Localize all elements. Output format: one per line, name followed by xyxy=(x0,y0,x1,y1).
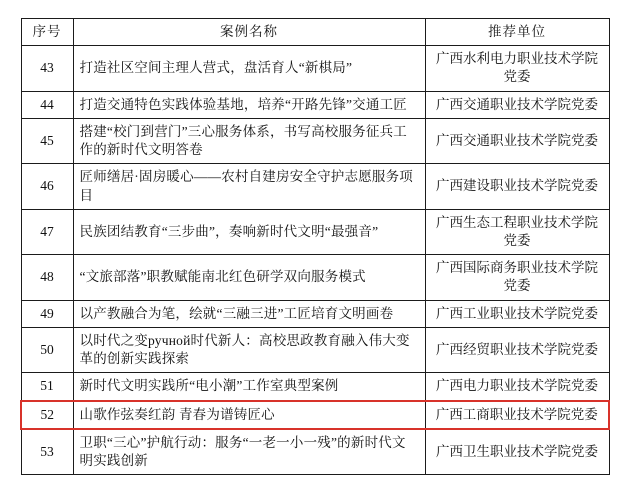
cell-case-name: 打造交通特色实践体验基地，培养“开路先锋”交通工匠 xyxy=(73,91,425,118)
column-header-index: 序号 xyxy=(21,19,73,46)
cell-index: 49 xyxy=(21,300,73,327)
table-row xyxy=(21,429,609,475)
cell-unit: 广西交通职业技术学院党委 xyxy=(425,118,609,163)
cell-index: 47 xyxy=(21,209,73,254)
cell-unit: 广西卫生职业技术学院党委 xyxy=(425,429,609,475)
table-row xyxy=(21,327,609,372)
cell-index: 44 xyxy=(21,91,73,118)
cell-case-name: 民族团结教育“三步曲”，奏响新时代文明“最强音” xyxy=(73,209,425,254)
table-header xyxy=(21,19,609,46)
cell-unit: 广西水利电力职业技术学院党委 xyxy=(425,46,609,91)
cell-index: 50 xyxy=(21,327,73,372)
table-row xyxy=(21,118,609,163)
cell-index: 51 xyxy=(21,373,73,401)
table-header-row xyxy=(21,19,609,46)
cell-index: 53 xyxy=(21,429,73,475)
table-row xyxy=(21,373,609,401)
table-row xyxy=(21,255,609,300)
cell-unit: 广西工业职业技术学院党委 xyxy=(425,300,609,327)
cell-index: 45 xyxy=(21,118,73,163)
column-header-recommending-unit: 推荐单位 xyxy=(425,19,609,46)
cell-case-name: 新时代文明实践所“电小潮”工作室典型案例 xyxy=(73,373,425,401)
cell-unit: 广西生态工程职业技术学院党委 xyxy=(425,209,609,254)
cell-case-name: 以产教融合为笔，绘就“三融三进”工匠培育文明画卷 xyxy=(73,300,425,327)
cell-index: 52 xyxy=(21,401,73,429)
cell-index: 46 xyxy=(21,164,73,209)
cell-case-name: “文旅部落”职教赋能南北红色研学双向服务模式 xyxy=(73,255,425,300)
case-list-table xyxy=(20,18,610,475)
table-row xyxy=(21,164,609,209)
cell-case-name: 以时代之变ручной时代新人：高校思政教育融入伟大变革的创新实践探索 xyxy=(73,327,425,372)
cell-unit: 广西建设职业技术学院党委 xyxy=(425,164,609,209)
table-row-highlighted xyxy=(21,401,609,429)
table-row xyxy=(21,91,609,118)
cell-case-name: 打造社区空间主理人营式，盘活育人“新棋局” xyxy=(73,46,425,91)
table-row xyxy=(21,46,609,91)
cell-unit: 广西国际商务职业技术学院党委 xyxy=(425,255,609,300)
cell-unit: 广西经贸职业技术学院党委 xyxy=(425,327,609,372)
column-header-case-name: 案例名称 xyxy=(73,19,425,46)
cell-index: 43 xyxy=(21,46,73,91)
table-row xyxy=(21,209,609,254)
table-body xyxy=(21,46,609,475)
table-row xyxy=(21,300,609,327)
cell-case-name: 搭建“校门到营门”三心服务体系，书写高校服务征兵工作的新时代文明答卷 xyxy=(73,118,425,163)
cell-unit: 广西电力职业技术学院党委 xyxy=(425,373,609,401)
cell-case-name: 卫职“三心”护航行动：服务“一老一小一残”的新时代文明实践创新 xyxy=(73,429,425,475)
cell-case-name: 匠师缮居·固房暖心——农村自建房安全守护志愿服务项目 xyxy=(73,164,425,209)
cell-index: 48 xyxy=(21,255,73,300)
cell-unit: 广西工商职业技术学院党委 xyxy=(425,401,609,429)
cell-unit: 广西交通职业技术学院党委 xyxy=(425,91,609,118)
cell-case-name: 山歌作弦奏红韵 青春为谱铸匠心 xyxy=(73,401,425,429)
